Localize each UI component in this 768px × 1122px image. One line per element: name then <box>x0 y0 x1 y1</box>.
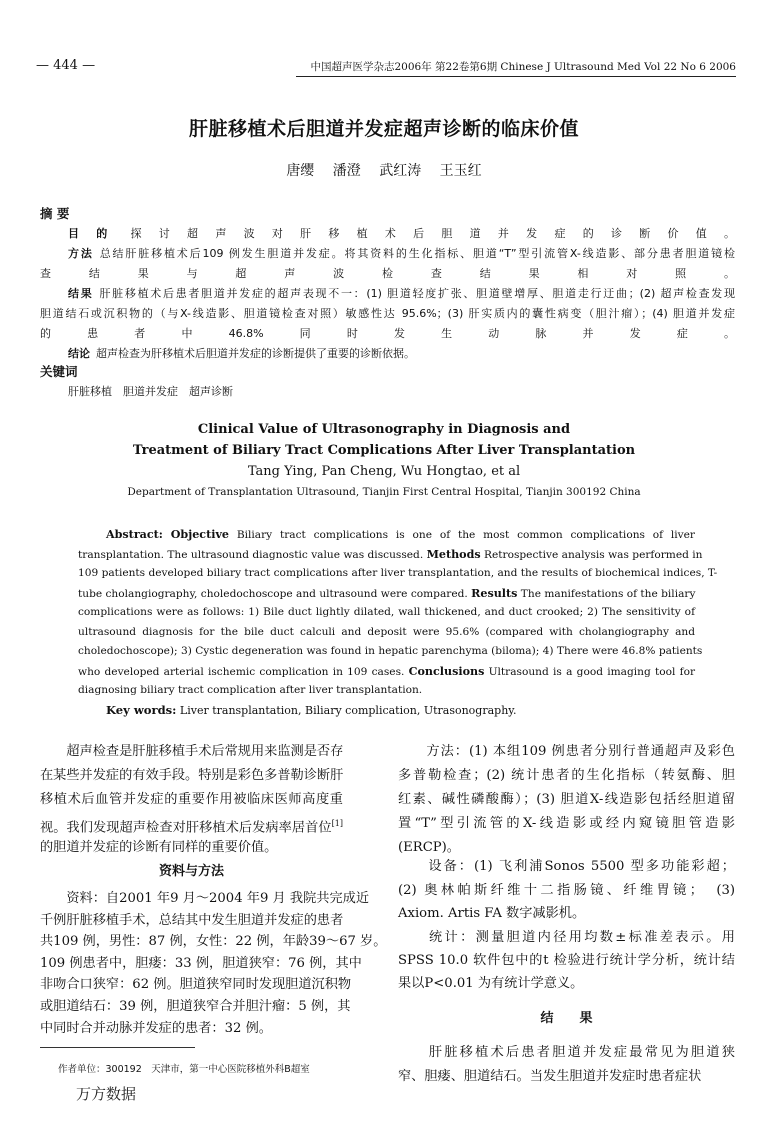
text-line: Key words: Liver transplantation, Biliary complication, Utrasonography. <box>106 703 517 717</box>
text-line: 资料：自2001 年9 月～2004 年9 月 我院共完成近 <box>40 891 370 906</box>
english-keywords <box>106 701 517 720</box>
text-line: tube cholangiography, choledochoscope and ultrasound were compared. Results The manifestations of the biliary <box>78 586 696 600</box>
text-line: 多普勒检查；(2) 统计患者的生化指标（转氨酶、胆 <box>398 768 735 783</box>
article-title: 肝脏移植术后胆道并发症超声诊断的临床价值 <box>188 118 579 140</box>
text-line: Abstract: Objective Biliary tract complications is one of the most common complications of liver <box>106 528 695 541</box>
text-line: 非吻合口狭窄：62 例。胆道狭窄同时发现胆道沉积物 <box>40 977 352 993</box>
results-section-heading: 结 果 <box>540 1011 593 1026</box>
text-line: 查结果与超声波检查结果相对照。 <box>40 267 735 280</box>
text-line: 109 例患者中，胆瘘：33 例，胆道狭窄：76 例，其中 <box>40 955 362 971</box>
keywords-zh: 肝脏移植 胆道并发症 超声诊断 <box>68 385 233 398</box>
text-line: 的患者中46.8%同时发生动脉并发症。 <box>40 327 735 340</box>
english-department: Department of Transplantation Ultrasound, Tianjin First Central Hospital, Tianjin 300192 China <box>127 486 641 498</box>
text-line: 果以P<0.01 为有统计学意义。 <box>398 976 584 991</box>
text-line: 胆道结石或沉积物的（与X-线造影、胆道镜检查对照）敏感性达 95.6%；(3) 肝实质内的囊性病变（胆汁瘤）；(4) 胆道并发症 <box>40 307 735 320</box>
statistics-paragraph <box>398 926 735 995</box>
page-number: — 444 — <box>36 58 96 73</box>
english-abstract <box>78 525 718 701</box>
text-line: 肝脏移植术后患者胆道并发症最常见为胆道狭 <box>398 1045 735 1060</box>
text-line: 目的 探讨超声波对肝移植术后胆道并发症的诊断价值。 <box>68 227 736 240</box>
abstract-zh-body <box>40 224 735 364</box>
text-line: 共109 例，男性：87 例，女性：22 例，年龄39～67 岁。 <box>40 934 387 950</box>
methods-paragraph <box>398 740 735 860</box>
english-title-line-1: Clinical Value of Ultrasonography in Diagnosis and <box>197 422 571 437</box>
journal-header: 中国超声医学杂志2006年 第22卷第6期 Chinese J Ultrasound Med Vol 22 No 6 2006 <box>296 59 736 77</box>
methods-section-heading: 资料与方法 <box>158 864 224 879</box>
keywords-heading: 关键词 <box>40 364 78 379</box>
author-affiliation-footnote: 作者单位：300192 天津市，第一中心医院移植外科B超室 <box>58 1064 310 1075</box>
text-line: 统计：测量胆道内径用均数±标准差表示。用 <box>398 930 735 945</box>
text-line: 红素、碱性磷酸酶）；(3) 胆道X-线造影包括经胆道留 <box>398 792 735 807</box>
text-line: choledochoscope); 3) Cystic degeneration was found in hepatic parenchyma (biloma); 4) There were 46.8% patients <box>78 645 703 657</box>
text-line: diagnosing biliary tract complication after liver transplantation. <box>78 684 423 696</box>
text-line: 窄、胆瘘、胆道结石。当发生胆道并发症时患者症状 <box>398 1069 702 1084</box>
text-line: 置“T”型引流管的X-线造影或经内窥镜胆管造影 <box>398 816 735 831</box>
article-authors: 唐缨 潘澄 武红涛 王玉红 <box>286 163 482 179</box>
footnote-divider <box>40 1047 195 1048</box>
text-line: 109 patients developed biliary tract complications after liver transplantation, and the results of biochemical indices, T- <box>78 567 718 579</box>
text-line: complications were as follows: 1) Bile duct lightly dilated, wall thickened, and duct crooked; 2) The sensitivity of <box>78 606 695 618</box>
text-line: (ERCP)。 <box>398 840 460 855</box>
text-line: 结果 肝脏移植术后患者胆道并发症的超声表现不一：(1) 胆道轻度扩张、胆道壁增厚、胆道走行迂曲；(2) 超声检查发现 <box>68 287 736 300</box>
results-paragraph <box>398 1041 735 1089</box>
text-line: transplantation. The ultrasound diagnostic value was discussed. Methods Retrospective analysis was performed in <box>78 547 703 561</box>
text-line: 的胆道并发症的诊断有同样的重要价值。 <box>40 840 278 855</box>
equipment-paragraph <box>398 855 735 926</box>
text-line: 在某些并发症的有效手段。特别是彩色多普勒诊断肝 <box>40 768 344 783</box>
text-line: 视。我们发现超声检查对肝移植术后发病率居首位[1] <box>40 819 343 836</box>
text-line: 或胆道结石：39 例，胆道狭窄合并胆汁瘤：5 例，其 <box>40 998 351 1014</box>
text-line: 超声检查是肝脏移植手术后常规用来监测是否存 <box>40 744 344 759</box>
materials-paragraph <box>40 888 387 1039</box>
wanfang-watermark: 万方数据 <box>76 1085 137 1103</box>
text-line: SPSS 10.0 软件包中的t 检验进行统计学分析，统计结 <box>398 953 735 968</box>
text-line: (2) 奥林帕斯纤维十二指肠镜、纤维胃镜； (3) <box>398 882 735 898</box>
text-line: 中同时合并动脉并发症的患者：32 例。 <box>40 1020 272 1036</box>
text-line: 结论 超声检查为肝移植术后胆道并发症的诊断提供了重要的诊断依据。 <box>68 347 415 360</box>
text-line: 移植术后血管并发症的重要作用被临床医师高度重 <box>40 792 343 807</box>
english-title-line-2: Treatment of Biliary Tract Complications After Liver Transplantation <box>132 443 636 458</box>
text-line: 设备：(1) 飞利浦Sonos 5500 型多功能彩超； <box>398 859 735 874</box>
text-line: ultrasound diagnosis for the bile duct calculi and deposit were 95.6% (compared with cholangiography and <box>78 625 695 638</box>
text-line: 方法 总结肝脏移植术后109 例发生胆道并发症。将其资料的生化指标、胆道“T”型引流管X-线造影、部分患者胆道镜检 <box>68 247 735 260</box>
intro-paragraph <box>40 740 343 860</box>
english-authors: Tang Ying, Pan Cheng, Wu Hongtao, et al <box>247 464 521 479</box>
text-line: who developed arterial ischemic complication in 109 cases. Conclusions Ultrasound is a good imaging tool for <box>78 664 696 678</box>
text-line: 方法：(1) 本组109 例患者分别行普通超声及彩色 <box>398 744 735 759</box>
text-line: Axiom. Artis FA 数字减影机。 <box>398 906 586 921</box>
abstract-heading: 摘 要 <box>40 206 70 221</box>
text-line: 千例肝脏移植手术，总结其中发生胆道并发症的患者 <box>40 912 344 928</box>
